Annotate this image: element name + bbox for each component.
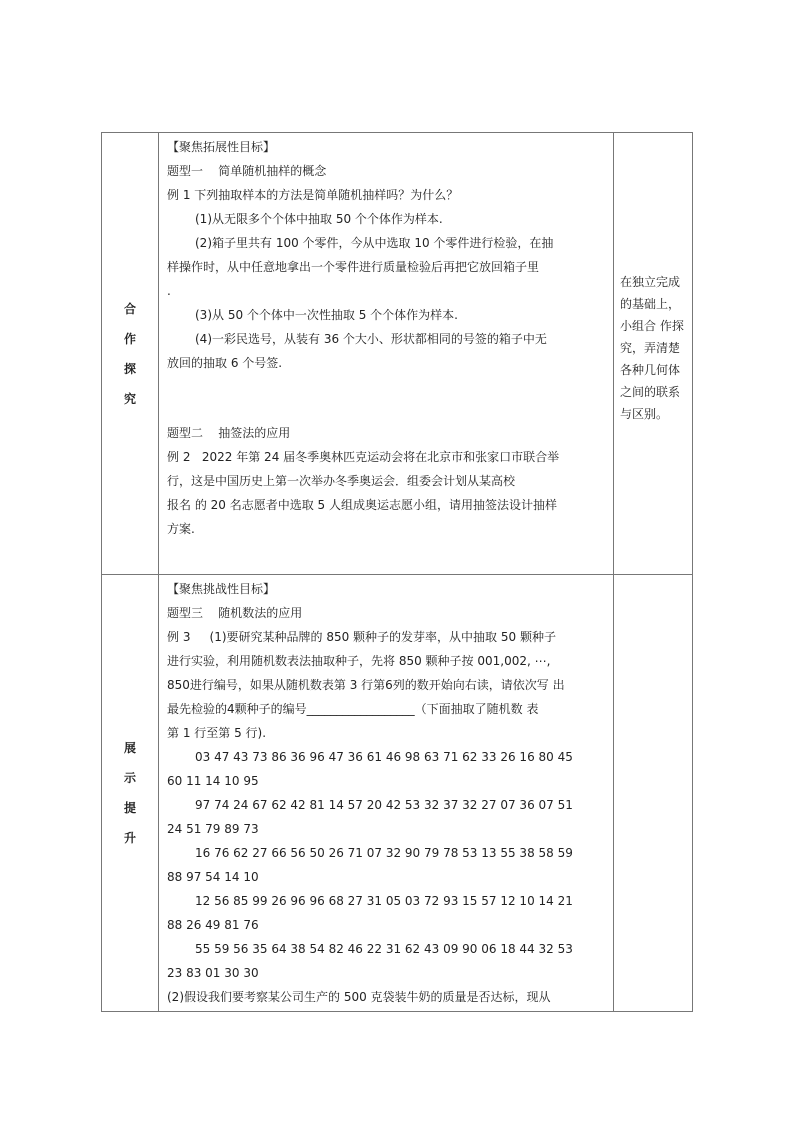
teaching-note: 在独立完成的基础上，小组合 作探究，弄清楚各种几何体之间的联系与区别。	[620, 275, 684, 421]
section-label	[102, 733, 158, 853]
example-item: (1)从无限多个个体中抽取 50 个个体作为样本.	[195, 212, 443, 226]
example-text: 第 1 行至第 5 行).	[167, 726, 267, 740]
section-cooperative-inquiry	[102, 133, 693, 575]
section-label-cell	[102, 133, 159, 575]
section-presentation	[102, 575, 693, 1012]
random-table-row: 55 59 56 35 64 38 54 82 46 22 31 62 43 09 90 06 18 44 32 53	[195, 942, 573, 956]
label-char: 提	[123, 801, 136, 815]
example-item: (2)箱子里共有 100 个零件，今从中选取 10 个零件进行检验，在抽	[195, 236, 554, 250]
question-type-heading: 题型一 简单随机抽样的概念	[167, 164, 327, 178]
teaching-note-cell	[614, 133, 693, 575]
example-text: 850进行编号，如果从随机数表第 3 行第6列的数开始向右读，请依次写 出	[167, 678, 565, 692]
label-char: 展	[123, 741, 136, 755]
random-table-row-cont: 24 51 79 89 73	[167, 822, 259, 836]
section-label-cell	[102, 575, 159, 1012]
example-text: 最先检验的4颗种子的编号__________________（下面抽取了随机数 表	[167, 702, 539, 716]
teaching-note-cell	[614, 575, 693, 1012]
example-text: 报名 的 20 名志愿者中选取 5 人组成奥运志愿小组，请用抽签法设计抽样	[167, 498, 557, 512]
label-char: 升	[123, 831, 136, 845]
section-content	[159, 133, 613, 543]
section-content-cell	[159, 133, 614, 575]
label-char: 合	[123, 301, 136, 316]
label-char: 究	[123, 391, 136, 406]
example-text: 行，这是中国历史上第一次举办冬季奥运会．组委会计划从某高校	[167, 474, 516, 488]
label-char: 作	[123, 331, 136, 346]
random-table-row: 97 74 24 67 62 42 81 14 57 20 42 53 32 37 32 27 07 36 07 51	[195, 798, 573, 812]
section-label	[102, 294, 158, 414]
lesson-table	[101, 132, 693, 1012]
example-text: 方案.	[167, 522, 195, 536]
example-text: .	[167, 284, 171, 298]
example-text: 例 1 下列抽取样本的方法是简单随机抽样吗？为什么？	[167, 188, 459, 202]
example-text: 样操作时，从中任意地拿出一个零件进行质量检验后再把它放回箱子里	[167, 260, 540, 274]
random-table-row-cont: 88 26 49 81 76	[167, 918, 259, 932]
example-item: (3)从 50 个个体中一次性抽取 5 个个体作为样本.	[195, 308, 458, 322]
lesson-sheet	[101, 132, 691, 1012]
example-text: (2)假设我们要考察某公司生产的 500 克袋装牛奶的质量是否达标，现从	[167, 990, 551, 1004]
section-content-cell	[159, 575, 614, 1012]
label-char: 探	[123, 361, 136, 376]
example-text: 例 2 2022 年第 24 届冬季奥林匹克运动会将在北京市和张家口市联合举	[167, 450, 560, 464]
spacer	[167, 375, 607, 421]
random-table-row-cont: 60 11 14 10 95	[167, 774, 259, 788]
label-char: 示	[123, 771, 136, 785]
random-table-row-cont: 23 83 01 30 30	[167, 966, 259, 980]
example-text: 例 3 (1)要研究某种品牌的 850 颗种子的发芽率，从中抽取 50 颗种子	[167, 630, 556, 644]
question-type-heading: 题型二 抽签法的应用	[167, 426, 291, 440]
example-text: 进行实验，利用随机数表法抽取种子，先将 850 颗种子按 001,002, ⋯,	[167, 654, 551, 668]
section-content	[159, 575, 613, 1011]
random-table-row: 16 76 62 27 66 56 50 26 71 07 32 90 79 78 53 13 55 38 58 59	[195, 846, 573, 860]
goal-heading: 【聚焦挑战性目标】	[167, 582, 276, 596]
question-type-heading: 题型三 随机数法的应用	[167, 606, 303, 620]
example-text: 放回的抽取 6 个号签.	[167, 356, 283, 370]
random-table-row: 12 56 85 99 26 96 96 68 27 31 05 03 72 93 15 57 12 10 14 21	[195, 894, 573, 908]
random-table-row: 03 47 43 73 86 36 96 47 36 61 46 98 63 71 62 33 26 16 80 45	[195, 750, 573, 764]
example-item: (4)一彩民选号，从装有 36 个大小、形状都相同的号签的箱子中无	[195, 332, 547, 346]
goal-heading: 【聚焦拓展性目标】	[167, 140, 276, 154]
random-table-row-cont: 88 97 54 14 10	[167, 870, 259, 884]
